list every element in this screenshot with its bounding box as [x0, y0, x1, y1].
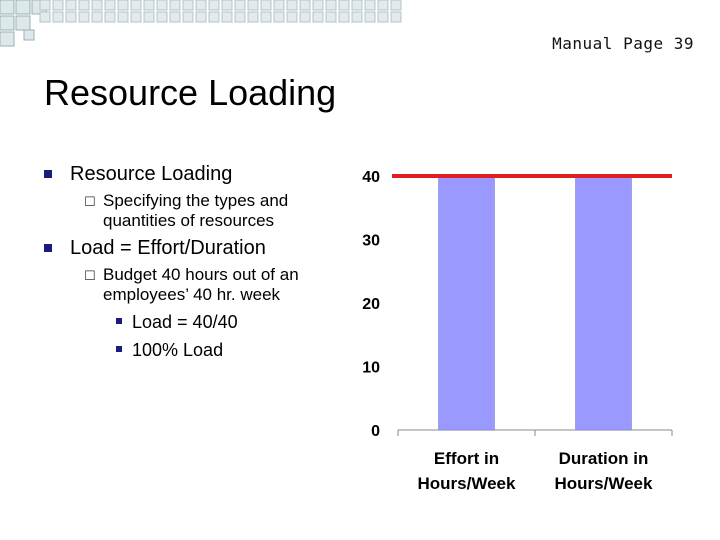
page-number-label: Manual Page 39 [552, 34, 694, 53]
slide-title: Resource Loading [44, 72, 337, 113]
bullet-resource-loading: Resource Loading [70, 163, 233, 185]
y-tick-label: 30 [362, 232, 380, 250]
hollow-square-icon: ☐ [84, 268, 96, 283]
bullet-load-formula: Load = Effort/Duration [70, 237, 266, 259]
sub-bullet-budget: Budget 40 hours out of an employees’ 40 hr. week [103, 265, 299, 304]
small-bullet-square-icon [116, 318, 122, 324]
bullet-square-icon [44, 244, 52, 252]
y-tick-label: 0 [371, 423, 380, 440]
resource-loading-bar-chart [350, 160, 710, 500]
y-tick-label: 10 [362, 359, 380, 377]
bar [439, 176, 495, 430]
hollow-square-icon: ☐ [84, 194, 96, 209]
sub-sub-bullet-load-ratio: Load = 40/40 [132, 312, 238, 332]
y-tick-label: 40 [362, 169, 380, 186]
small-bullet-square-icon [116, 346, 122, 352]
bullet-square-icon [44, 170, 52, 178]
y-tick-label: 20 [362, 296, 380, 313]
bar [576, 176, 632, 430]
x-tick-label: Hours/Week [417, 474, 516, 493]
sub-bullet-types-quantities: Specifying the types and quantities of resources [103, 191, 289, 230]
sub-sub-bullet-load-percent: 100% Load [132, 340, 224, 360]
x-tick-label: Hours/Week [554, 474, 653, 493]
x-tick-label: Effort in [433, 449, 500, 468]
x-tick-label: Duration in [558, 449, 649, 468]
